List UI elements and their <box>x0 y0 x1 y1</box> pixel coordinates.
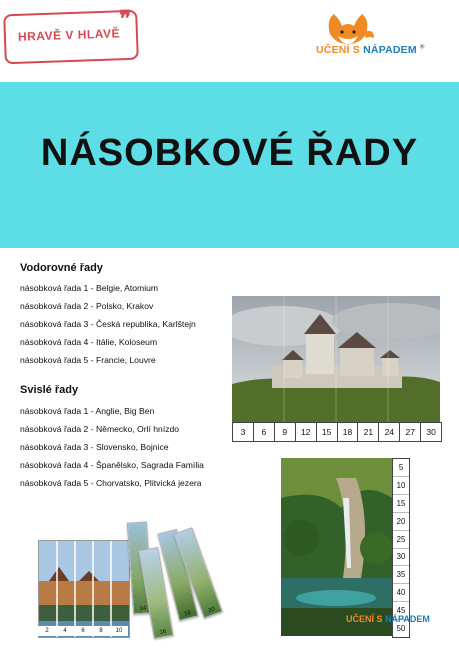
strip-cell: 40 <box>393 584 409 602</box>
uceni-s-napadem-logo <box>316 10 450 60</box>
fox-icon <box>320 10 376 46</box>
strip-cell: 35 <box>393 566 409 584</box>
krakov-strip-labels <box>38 626 128 636</box>
watermark-word-a: UČENÍ S <box>346 614 383 624</box>
strip-cell: 27 <box>400 423 421 441</box>
karlstejn-photo <box>232 296 440 424</box>
strip-cell: 3 <box>233 423 254 441</box>
hrave-v-hlave-logo <box>3 5 139 65</box>
vertical-item: násobková řada 5 - Chorvatsko, Plitvická jezera <box>20 478 202 488</box>
strip-cell: 10 <box>393 477 409 495</box>
strip-cell: 21 <box>358 423 379 441</box>
horizontal-item: násobková řada 2 - Polsko, Krakov <box>20 301 154 311</box>
horizontal-item: násobková řada 5 - Francie, Louvre <box>20 355 156 365</box>
strip-cell: 5 <box>393 459 409 477</box>
karlstejn-number-strip <box>232 422 442 442</box>
strip-cell: 15 <box>317 423 338 441</box>
vertical-item: násobková řada 4 - Španělsko, Sagrada Família <box>20 460 204 470</box>
registered-mark: ® <box>419 44 425 51</box>
strip-cell: 4 <box>63 628 67 634</box>
right-logo-text <box>316 44 425 56</box>
strip-cell: 20 <box>393 513 409 531</box>
strip-cell: 10 <box>115 628 123 634</box>
strip-cell: 50 <box>396 624 406 634</box>
strip-cell: 8 <box>99 628 103 634</box>
strip-cell: 6 <box>81 628 85 634</box>
strip-cell: 30 <box>393 549 409 567</box>
strip-cell: 12 <box>296 423 317 441</box>
horizontal-section-title: Vodorovné řady <box>20 262 103 274</box>
vertical-section-title: Svislé řady <box>20 384 79 396</box>
strip-cell: 15 <box>393 495 409 513</box>
strip-cell: 6 <box>254 423 275 441</box>
strip-cell: 25 <box>393 531 409 549</box>
piece-label: 16 <box>159 628 167 636</box>
plitvice-number-strip <box>392 458 410 638</box>
title-banner <box>0 82 459 248</box>
vertical-item: násobková řada 2 - Německo, Orlí hnízdo <box>20 424 180 434</box>
piece-label: 20 <box>207 606 216 615</box>
piece-label: 14 <box>139 605 147 613</box>
strip-cell: 18 <box>338 423 359 441</box>
page-header <box>0 0 459 82</box>
horizontal-item: násobková řada 3 - Česká republika, Karlštejn <box>20 319 196 329</box>
brand-word-a: UČENÍ S <box>316 44 360 56</box>
krakov-illustration <box>39 541 129 637</box>
karlstejn-illustration <box>232 296 440 424</box>
quote-mark-icon: ❞ <box>119 5 132 32</box>
watermark-logo <box>346 614 430 624</box>
strip-cell: 45 <box>393 602 409 620</box>
strip-cell: 2 <box>45 628 49 634</box>
strip-cell: 24 <box>379 423 400 441</box>
strip-cell: 30 <box>426 427 436 437</box>
vertical-item: násobková řada 3 - Slovensko, Bojnice <box>20 442 169 452</box>
plitvice-photo <box>281 458 392 636</box>
horizontal-item: násobková řada 1 - Belgie, Atomium <box>20 283 159 293</box>
strip-cell: 9 <box>275 423 296 441</box>
watermark-word-b: NÁPADEM <box>385 614 430 624</box>
left-logo-text: HRAVĚ V HLAVĚ <box>17 26 121 44</box>
vertical-item: násobková řada 1 - Anglie, Big Ben <box>20 406 155 416</box>
piece-label: 18 <box>183 610 192 618</box>
horizontal-item: násobková řada 4 - Itálie, Koloseum <box>20 337 158 347</box>
page-title: NÁSOBKOVÉ ŘADY <box>40 132 419 174</box>
plitvice-illustration <box>281 458 392 636</box>
krakov-puzzle-photo <box>38 540 130 638</box>
brand-word-b: NÁPADEM <box>363 44 417 56</box>
